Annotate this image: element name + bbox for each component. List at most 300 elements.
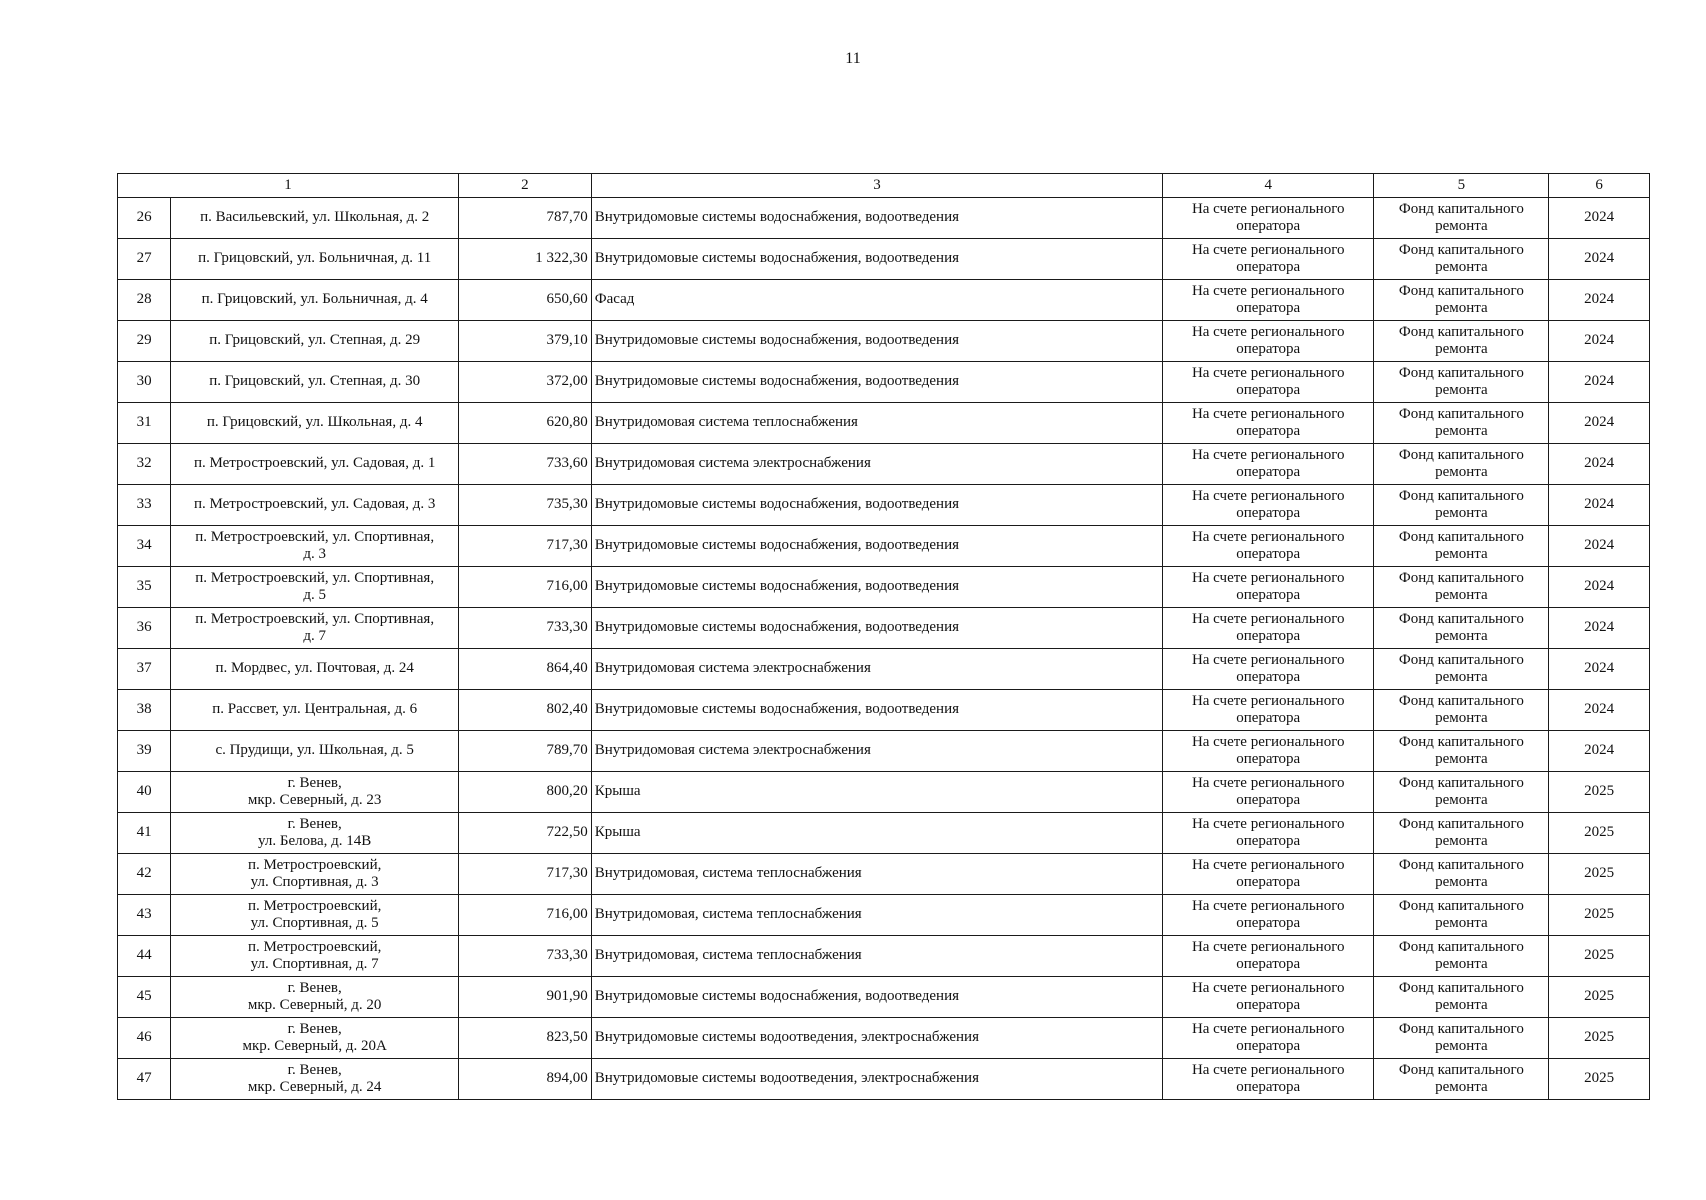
account-cell bbox=[1163, 444, 1374, 485]
table-row bbox=[118, 1059, 1650, 1100]
address-cell-line: ул. Белова, д. 14В bbox=[258, 833, 372, 849]
funding-source-cell-line: Фонд капитального bbox=[1398, 938, 1524, 955]
address-cell-line: с. Прудищи, ул. Школьная, д. 5 bbox=[215, 742, 414, 759]
area-cell: 716,00 bbox=[459, 895, 592, 936]
account-cell-line: оператора bbox=[1236, 874, 1301, 890]
address-cell-line: п. Мордвес, ул. Почтовая, д. 24 bbox=[215, 660, 414, 677]
funding-source-cell bbox=[1374, 608, 1549, 649]
address-cell-line: п. Грицовский, ул. Больничная, д. 11 bbox=[198, 250, 432, 267]
year-cell: 2024 bbox=[1549, 239, 1650, 280]
account-cell bbox=[1163, 321, 1374, 362]
address-cell-line: п. Метростроевский, ул. Спортивная, bbox=[195, 610, 435, 627]
area-cell: 894,00 bbox=[459, 1059, 592, 1100]
address-cell-line: п. Грицовский, ул. Степная, д. 30 bbox=[209, 373, 421, 390]
account-cell-line: оператора bbox=[1236, 997, 1301, 1013]
funding-source-cell-line: ремонта bbox=[1435, 874, 1488, 890]
funding-source-cell-line: Фонд капитального bbox=[1398, 1020, 1524, 1037]
work-type-cell: Внутридомовая система электроснабжения bbox=[591, 444, 1162, 485]
funding-source-cell bbox=[1374, 567, 1549, 608]
work-type-cell: Внутридомовые системы водоснабжения, водоотведения bbox=[591, 977, 1162, 1018]
row-number: 37 bbox=[118, 649, 171, 690]
row-number: 31 bbox=[118, 403, 171, 444]
work-type-cell: Внутридомовые системы водоотведения, электроснабжения bbox=[591, 1059, 1162, 1100]
year-cell: 2024 bbox=[1549, 649, 1650, 690]
work-type-cell: Внутридомовая система электроснабжения bbox=[591, 649, 1162, 690]
row-number: 45 bbox=[118, 977, 171, 1018]
year-cell: 2024 bbox=[1549, 403, 1650, 444]
year-cell: 2025 bbox=[1549, 936, 1650, 977]
area-cell: 722,50 bbox=[459, 813, 592, 854]
year-cell: 2024 bbox=[1549, 526, 1650, 567]
year-cell: 2024 bbox=[1549, 444, 1650, 485]
year-cell: 2025 bbox=[1549, 977, 1650, 1018]
address-cell-line: д. 3 bbox=[303, 546, 326, 562]
address-cell-line: д. 7 bbox=[303, 628, 326, 644]
address-cell-line: мкр. Северный, д. 23 bbox=[247, 792, 382, 808]
funding-source-cell bbox=[1374, 362, 1549, 403]
year-cell: 2024 bbox=[1549, 567, 1650, 608]
area-cell: 717,30 bbox=[459, 526, 592, 567]
funding-source-cell bbox=[1374, 1018, 1549, 1059]
funding-source-cell-line: Фонд капитального bbox=[1398, 569, 1524, 586]
work-type-cell: Внутридомовые системы водоснабжения, водоотведения bbox=[591, 321, 1162, 362]
table-row bbox=[118, 198, 1650, 239]
account-cell-line: На счете регионального bbox=[1191, 405, 1345, 422]
header-col-5: 5 bbox=[1374, 174, 1549, 198]
account-cell-line: На счете регионального bbox=[1191, 487, 1345, 504]
address-cell-line: г. Венев, bbox=[287, 1020, 342, 1037]
year-cell: 2024 bbox=[1549, 362, 1650, 403]
year-cell: 2024 bbox=[1549, 690, 1650, 731]
address-cell bbox=[171, 977, 459, 1018]
funding-source-cell bbox=[1374, 198, 1549, 239]
address-cell-line: п. Васильевский, ул. Школьная, д. 2 bbox=[200, 209, 430, 226]
work-type-cell: Фасад bbox=[591, 280, 1162, 321]
address-cell bbox=[171, 403, 459, 444]
funding-source-cell-line: Фонд капитального bbox=[1398, 610, 1524, 627]
funding-source-cell-line: ремонта bbox=[1435, 587, 1488, 603]
address-cell bbox=[171, 772, 459, 813]
account-cell bbox=[1163, 731, 1374, 772]
address-cell bbox=[171, 895, 459, 936]
area-cell: 1 322,30 bbox=[459, 239, 592, 280]
account-cell-line: оператора bbox=[1236, 628, 1301, 644]
funding-source-cell-line: Фонд капитального bbox=[1398, 856, 1524, 873]
account-cell-line: оператора bbox=[1236, 546, 1301, 562]
row-number: 38 bbox=[118, 690, 171, 731]
funding-source-cell-line: Фонд капитального bbox=[1398, 651, 1524, 668]
area-cell: 372,00 bbox=[459, 362, 592, 403]
area-cell: 787,70 bbox=[459, 198, 592, 239]
account-cell-line: оператора bbox=[1236, 669, 1301, 685]
address-cell-line: ул. Спортивная, д. 7 bbox=[250, 956, 379, 972]
header-col-1: 1 bbox=[118, 174, 459, 198]
work-type-cell: Внутридомовые системы водоснабжения, водоотведения bbox=[591, 690, 1162, 731]
account-cell-line: На счете регионального bbox=[1191, 897, 1345, 914]
address-cell-line: ул. Спортивная, д. 3 bbox=[250, 874, 379, 890]
row-number: 32 bbox=[118, 444, 171, 485]
address-cell-line: г. Венев, bbox=[287, 815, 342, 832]
account-cell-line: оператора bbox=[1236, 833, 1301, 849]
account-cell-line: оператора bbox=[1236, 505, 1301, 521]
account-cell-line: оператора bbox=[1236, 587, 1301, 603]
row-number: 28 bbox=[118, 280, 171, 321]
row-number: 27 bbox=[118, 239, 171, 280]
funding-source-cell-line: Фонд капитального bbox=[1398, 323, 1524, 340]
account-cell-line: На счете регионального bbox=[1191, 528, 1345, 545]
funding-source-cell-line: ремонта bbox=[1435, 464, 1488, 480]
row-number: 33 bbox=[118, 485, 171, 526]
work-type-cell: Внутридомовые системы водоснабжения, водоотведения bbox=[591, 526, 1162, 567]
address-cell-line: п. Метростроевский, bbox=[247, 938, 382, 955]
year-cell: 2025 bbox=[1549, 813, 1650, 854]
funding-source-cell-line: Фонд капитального bbox=[1398, 487, 1524, 504]
table-row bbox=[118, 977, 1650, 1018]
header-col-4: 4 bbox=[1163, 174, 1374, 198]
address-cell bbox=[171, 608, 459, 649]
year-cell: 2024 bbox=[1549, 321, 1650, 362]
table-row bbox=[118, 567, 1650, 608]
account-cell bbox=[1163, 526, 1374, 567]
funding-source-cell-line: ремонта bbox=[1435, 505, 1488, 521]
address-cell bbox=[171, 1059, 459, 1100]
funding-source-cell-line: Фонд капитального bbox=[1398, 733, 1524, 750]
account-cell-line: оператора bbox=[1236, 1079, 1301, 1095]
address-cell bbox=[171, 854, 459, 895]
account-cell bbox=[1163, 813, 1374, 854]
work-type-cell: Внутридомовые системы водоотведения, электроснабжения bbox=[591, 1018, 1162, 1059]
address-cell bbox=[171, 1018, 459, 1059]
year-cell: 2024 bbox=[1549, 485, 1650, 526]
funding-source-cell-line: ремонта bbox=[1435, 218, 1488, 234]
address-cell bbox=[171, 813, 459, 854]
address-cell-line: п. Метростроевский, ул. Спортивная, bbox=[195, 528, 435, 545]
account-cell-line: оператора bbox=[1236, 259, 1301, 275]
address-cell bbox=[171, 444, 459, 485]
row-number: 30 bbox=[118, 362, 171, 403]
account-cell bbox=[1163, 198, 1374, 239]
work-type-cell: Внутридомовые системы водоснабжения, водоотведения bbox=[591, 362, 1162, 403]
account-cell-line: На счете регионального bbox=[1191, 815, 1345, 832]
funding-source-cell-line: ремонта bbox=[1435, 751, 1488, 767]
table-row bbox=[118, 526, 1650, 567]
funding-source-cell bbox=[1374, 772, 1549, 813]
account-cell-line: На счете регионального bbox=[1191, 979, 1345, 996]
year-cell: 2025 bbox=[1549, 1059, 1650, 1100]
address-cell-line: г. Венев, bbox=[287, 979, 342, 996]
account-cell bbox=[1163, 1018, 1374, 1059]
funding-source-cell-line: ремонта bbox=[1435, 341, 1488, 357]
header-col-3: 3 bbox=[591, 174, 1162, 198]
account-cell-line: оператора bbox=[1236, 382, 1301, 398]
funding-source-cell bbox=[1374, 485, 1549, 526]
year-cell: 2024 bbox=[1549, 198, 1650, 239]
row-number: 36 bbox=[118, 608, 171, 649]
row-number: 44 bbox=[118, 936, 171, 977]
account-cell-line: оператора bbox=[1236, 218, 1301, 234]
account-cell bbox=[1163, 1059, 1374, 1100]
year-cell: 2025 bbox=[1549, 772, 1650, 813]
work-type-cell: Внутридомовая система электроснабжения bbox=[591, 731, 1162, 772]
account-cell-line: На счете регионального bbox=[1191, 282, 1345, 299]
funding-source-cell bbox=[1374, 936, 1549, 977]
row-number: 46 bbox=[118, 1018, 171, 1059]
funding-source-cell-line: Фонд капитального bbox=[1398, 282, 1524, 299]
area-cell: 864,40 bbox=[459, 649, 592, 690]
area-cell: 717,30 bbox=[459, 854, 592, 895]
address-cell-line: п. Грицовский, ул. Школьная, д. 4 bbox=[206, 414, 423, 431]
year-cell: 2025 bbox=[1549, 895, 1650, 936]
account-cell-line: На счете регионального bbox=[1191, 1061, 1345, 1078]
row-number: 47 bbox=[118, 1059, 171, 1100]
area-cell: 823,50 bbox=[459, 1018, 592, 1059]
row-number: 39 bbox=[118, 731, 171, 772]
account-cell-line: оператора bbox=[1236, 956, 1301, 972]
area-cell: 379,10 bbox=[459, 321, 592, 362]
address-cell-line: п. Метростроевский, ул. Спортивная, bbox=[195, 569, 435, 586]
funding-source-cell-line: ремонта bbox=[1435, 915, 1488, 931]
account-cell-line: оператора bbox=[1236, 423, 1301, 439]
area-cell: 901,90 bbox=[459, 977, 592, 1018]
account-cell bbox=[1163, 936, 1374, 977]
work-type-cell: Внутридомовые системы водоснабжения, водоотведения bbox=[591, 608, 1162, 649]
year-cell: 2024 bbox=[1549, 280, 1650, 321]
address-cell bbox=[171, 239, 459, 280]
funding-source-cell-line: Фонд капитального bbox=[1398, 200, 1524, 217]
funding-source-cell-line: Фонд капитального bbox=[1398, 815, 1524, 832]
address-cell-line: п. Метростроевский, bbox=[247, 856, 382, 873]
account-cell-line: На счете регионального bbox=[1191, 446, 1345, 463]
funding-source-cell-line: ремонта bbox=[1435, 300, 1488, 316]
funding-source-cell-line: ремонта bbox=[1435, 710, 1488, 726]
work-type-cell: Крыша bbox=[591, 813, 1162, 854]
account-cell-line: оператора bbox=[1236, 464, 1301, 480]
address-cell bbox=[171, 198, 459, 239]
address-cell bbox=[171, 526, 459, 567]
table-row bbox=[118, 690, 1650, 731]
header-col-6: 6 bbox=[1549, 174, 1650, 198]
account-cell-line: На счете регионального bbox=[1191, 569, 1345, 586]
address-cell-line: ул. Спортивная, д. 5 bbox=[250, 915, 379, 931]
funding-source-cell-line: Фонд капитального bbox=[1398, 897, 1524, 914]
funding-source-cell-line: Фонд капитального bbox=[1398, 405, 1524, 422]
work-type-cell: Внутридомовые системы водоснабжения, водоотведения bbox=[591, 239, 1162, 280]
table-row bbox=[118, 321, 1650, 362]
account-cell bbox=[1163, 649, 1374, 690]
address-cell-line: п. Грицовский, ул. Больничная, д. 4 bbox=[201, 291, 428, 308]
area-cell: 733,30 bbox=[459, 936, 592, 977]
account-cell-line: На счете регионального bbox=[1191, 733, 1345, 750]
account-cell-line: На счете регионального bbox=[1191, 651, 1345, 668]
work-type-cell: Внутридомовая, система теплоснабжения bbox=[591, 895, 1162, 936]
funding-source-cell-line: Фонд капитального bbox=[1398, 446, 1524, 463]
table-row bbox=[118, 731, 1650, 772]
funding-source-cell bbox=[1374, 977, 1549, 1018]
funding-source-cell-line: Фонд капитального bbox=[1398, 528, 1524, 545]
row-number: 41 bbox=[118, 813, 171, 854]
account-cell-line: На счете регионального bbox=[1191, 692, 1345, 709]
funding-source-cell-line: ремонта bbox=[1435, 628, 1488, 644]
address-cell bbox=[171, 649, 459, 690]
funding-source-cell bbox=[1374, 813, 1549, 854]
account-cell-line: оператора bbox=[1236, 1038, 1301, 1054]
address-cell bbox=[171, 731, 459, 772]
account-cell bbox=[1163, 977, 1374, 1018]
address-cell-line: п. Метростроевский, bbox=[247, 897, 382, 914]
address-cell-line: п. Рассвет, ул. Центральная, д. 6 bbox=[212, 701, 418, 718]
table-row bbox=[118, 854, 1650, 895]
account-cell bbox=[1163, 362, 1374, 403]
table-row bbox=[118, 444, 1650, 485]
address-cell bbox=[171, 485, 459, 526]
funding-source-cell bbox=[1374, 526, 1549, 567]
address-cell-line: мкр. Северный, д. 20А bbox=[242, 1038, 387, 1054]
funding-source-cell-line: Фонд капитального bbox=[1398, 1061, 1524, 1078]
area-cell: 650,60 bbox=[459, 280, 592, 321]
year-cell: 2025 bbox=[1549, 1018, 1650, 1059]
funding-source-cell bbox=[1374, 280, 1549, 321]
work-type-cell: Внутридомовые системы водоснабжения, водоотведения bbox=[591, 485, 1162, 526]
account-cell bbox=[1163, 485, 1374, 526]
capital-repair-table bbox=[117, 173, 1650, 1100]
account-cell bbox=[1163, 690, 1374, 731]
account-cell bbox=[1163, 608, 1374, 649]
funding-source-cell-line: ремонта bbox=[1435, 997, 1488, 1013]
table-row bbox=[118, 280, 1650, 321]
work-type-cell: Внутридомовая система теплоснабжения bbox=[591, 403, 1162, 444]
row-number: 40 bbox=[118, 772, 171, 813]
header-row bbox=[118, 174, 1650, 198]
funding-source-cell bbox=[1374, 239, 1549, 280]
row-number: 29 bbox=[118, 321, 171, 362]
area-cell: 620,80 bbox=[459, 403, 592, 444]
funding-source-cell-line: ремонта bbox=[1435, 956, 1488, 972]
account-cell bbox=[1163, 895, 1374, 936]
funding-source-cell-line: ремонта bbox=[1435, 423, 1488, 439]
header-col-2: 2 bbox=[459, 174, 592, 198]
account-cell-line: На счете регионального bbox=[1191, 323, 1345, 340]
account-cell-line: На счете регионального bbox=[1191, 364, 1345, 381]
funding-source-cell bbox=[1374, 690, 1549, 731]
address-cell bbox=[171, 567, 459, 608]
table-row bbox=[118, 772, 1650, 813]
funding-source-cell-line: Фонд капитального bbox=[1398, 692, 1524, 709]
account-cell-line: оператора bbox=[1236, 751, 1301, 767]
account-cell bbox=[1163, 854, 1374, 895]
funding-source-cell bbox=[1374, 444, 1549, 485]
work-type-cell: Внутридомовая, система теплоснабжения bbox=[591, 854, 1162, 895]
address-cell-line: г. Венев, bbox=[287, 774, 342, 791]
area-cell: 789,70 bbox=[459, 731, 592, 772]
account-cell-line: На счете регионального bbox=[1191, 938, 1345, 955]
table-row bbox=[118, 403, 1650, 444]
address-cell bbox=[171, 936, 459, 977]
account-cell-line: На счете регионального bbox=[1191, 774, 1345, 791]
account-cell-line: На счете регионального bbox=[1191, 241, 1345, 258]
funding-source-cell bbox=[1374, 403, 1549, 444]
address-cell-line: п. Грицовский, ул. Степная, д. 29 bbox=[209, 332, 421, 349]
funding-source-cell bbox=[1374, 321, 1549, 362]
account-cell bbox=[1163, 772, 1374, 813]
work-type-cell: Внутридомовая, система теплоснабжения bbox=[591, 936, 1162, 977]
account-cell-line: оператора bbox=[1236, 915, 1301, 931]
area-cell: 735,30 bbox=[459, 485, 592, 526]
table-row bbox=[118, 485, 1650, 526]
account-cell bbox=[1163, 239, 1374, 280]
area-cell: 733,30 bbox=[459, 608, 592, 649]
address-cell-line: д. 5 bbox=[303, 587, 326, 603]
funding-source-cell-line: ремонта bbox=[1435, 1079, 1488, 1095]
table-row bbox=[118, 362, 1650, 403]
account-cell-line: оператора bbox=[1236, 792, 1301, 808]
account-cell-line: оператора bbox=[1236, 710, 1301, 726]
account-cell-line: оператора bbox=[1236, 341, 1301, 357]
account-cell-line: На счете регионального bbox=[1191, 200, 1345, 217]
work-type-cell: Внутридомовые системы водоснабжения, водоотведения bbox=[591, 567, 1162, 608]
area-cell: 733,60 bbox=[459, 444, 592, 485]
account-cell-line: На счете регионального bbox=[1191, 610, 1345, 627]
funding-source-cell-line: ремонта bbox=[1435, 259, 1488, 275]
address-cell-line: мкр. Северный, д. 20 bbox=[247, 997, 382, 1013]
funding-source-cell-line: ремонта bbox=[1435, 546, 1488, 562]
funding-source-cell-line: ремонта bbox=[1435, 382, 1488, 398]
table-header bbox=[118, 174, 1650, 198]
row-number: 26 bbox=[118, 198, 171, 239]
page-number: 11 bbox=[845, 50, 861, 67]
work-type-cell: Крыша bbox=[591, 772, 1162, 813]
funding-source-cell bbox=[1374, 895, 1549, 936]
row-number: 35 bbox=[118, 567, 171, 608]
address-cell-line: мкр. Северный, д. 24 bbox=[247, 1079, 382, 1095]
funding-source-cell bbox=[1374, 731, 1549, 772]
funding-source-cell-line: Фонд капитального bbox=[1398, 774, 1524, 791]
work-type-cell: Внутридомовые системы водоснабжения, водоотведения bbox=[591, 198, 1162, 239]
year-cell: 2025 bbox=[1549, 854, 1650, 895]
row-number: 34 bbox=[118, 526, 171, 567]
table-row bbox=[118, 813, 1650, 854]
row-number: 42 bbox=[118, 854, 171, 895]
account-cell-line: На счете регионального bbox=[1191, 1020, 1345, 1037]
account-cell bbox=[1163, 403, 1374, 444]
funding-source-cell bbox=[1374, 1059, 1549, 1100]
table-row bbox=[118, 1018, 1650, 1059]
address-cell-line: п. Метростроевский, ул. Садовая, д. 1 bbox=[193, 455, 436, 472]
funding-source-cell-line: ремонта bbox=[1435, 792, 1488, 808]
area-cell: 716,00 bbox=[459, 567, 592, 608]
address-cell-line: г. Венев, bbox=[287, 1061, 342, 1078]
table-body bbox=[118, 198, 1650, 1100]
table-row bbox=[118, 239, 1650, 280]
funding-source-cell-line: Фонд капитального bbox=[1398, 979, 1524, 996]
funding-source-cell bbox=[1374, 649, 1549, 690]
address-cell bbox=[171, 362, 459, 403]
funding-source-cell-line: ремонта bbox=[1435, 1038, 1488, 1054]
table-row bbox=[118, 936, 1650, 977]
account-cell-line: На счете регионального bbox=[1191, 856, 1345, 873]
address-cell bbox=[171, 280, 459, 321]
address-cell bbox=[171, 690, 459, 731]
account-cell bbox=[1163, 280, 1374, 321]
funding-source-cell-line: Фонд капитального bbox=[1398, 241, 1524, 258]
table-row bbox=[118, 895, 1650, 936]
table-row bbox=[118, 649, 1650, 690]
funding-source-cell-line: ремонта bbox=[1435, 669, 1488, 685]
year-cell: 2024 bbox=[1549, 608, 1650, 649]
area-cell: 802,40 bbox=[459, 690, 592, 731]
funding-source-cell-line: Фонд капитального bbox=[1398, 364, 1524, 381]
funding-source-cell bbox=[1374, 854, 1549, 895]
address-cell bbox=[171, 321, 459, 362]
